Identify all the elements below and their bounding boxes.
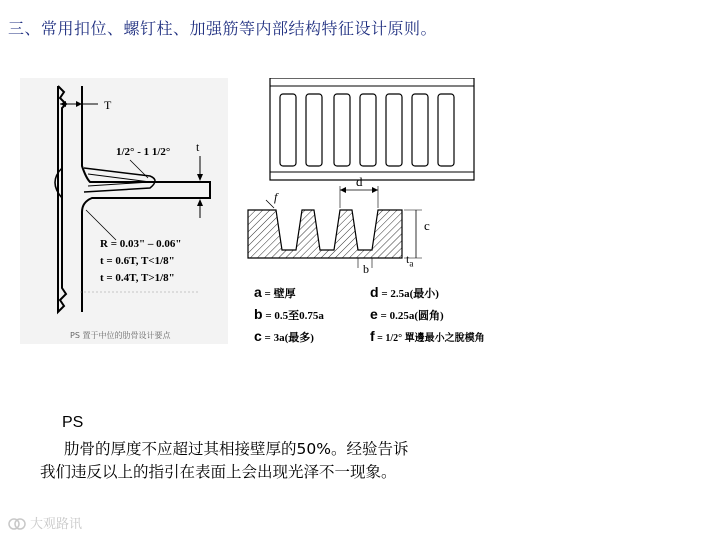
- thickness-spec-small: t = 0.6T, T<1/8": [100, 255, 175, 267]
- t-dimension-label: t: [196, 140, 200, 154]
- legend-item-e: e = 0.25a(圆角): [370, 306, 444, 322]
- legend-item-f: f = 1/2° 單邊最小之脫模角: [370, 328, 485, 344]
- legend-item-c: c = 3a(最多): [254, 328, 314, 344]
- b-dimension-label: b: [363, 262, 369, 276]
- c-dimension-label: c: [424, 218, 430, 233]
- rib-layout-drawing: [246, 78, 518, 268]
- d-dimension-label: d: [356, 174, 363, 189]
- ta-dimension-label: $t_a$: [406, 252, 414, 269]
- legend-right-column: [370, 282, 518, 349]
- legend-item-a: a = 壁厚: [254, 284, 296, 300]
- thickness-spec-large: t = 0.4T, T>1/8": [100, 272, 175, 284]
- rib-cross-section-drawing: [20, 78, 228, 344]
- paragraph-line-1: 肋骨的厚度不应超过其相接壁厚的50%。经验告诉: [64, 440, 409, 458]
- radius-spec: R = 0.03" – 0.06": [100, 238, 182, 250]
- section-heading: 三、常用扣位、螺钉柱、加强筋等内部结构特征设计原则。: [8, 19, 438, 38]
- rib-guideline-paragraph: [40, 438, 500, 484]
- watermark-text: 大观路讯: [30, 517, 83, 532]
- rib-dimension-figure: [246, 78, 518, 344]
- draft-angle-label: 1/2° - 1 1/2°: [116, 146, 171, 158]
- legend-item-b: b = 0.5至0.75a: [254, 306, 324, 322]
- ps-label: PS: [62, 414, 84, 431]
- figure-caption: PS 置于中位的肋骨设计要点: [70, 331, 171, 340]
- f-dimension-label: f: [274, 190, 278, 204]
- legend-item-d: d = 2.5a(最小): [370, 284, 439, 300]
- paragraph-line-2: 我们违反以上的指引在表面上会出现光泽不一现象。: [40, 463, 397, 481]
- rib-design-figure: [20, 78, 228, 344]
- watermark-logo-icon: [8, 516, 26, 532]
- T-dimension-label: T: [104, 98, 112, 112]
- legend-left-column: [254, 282, 374, 348]
